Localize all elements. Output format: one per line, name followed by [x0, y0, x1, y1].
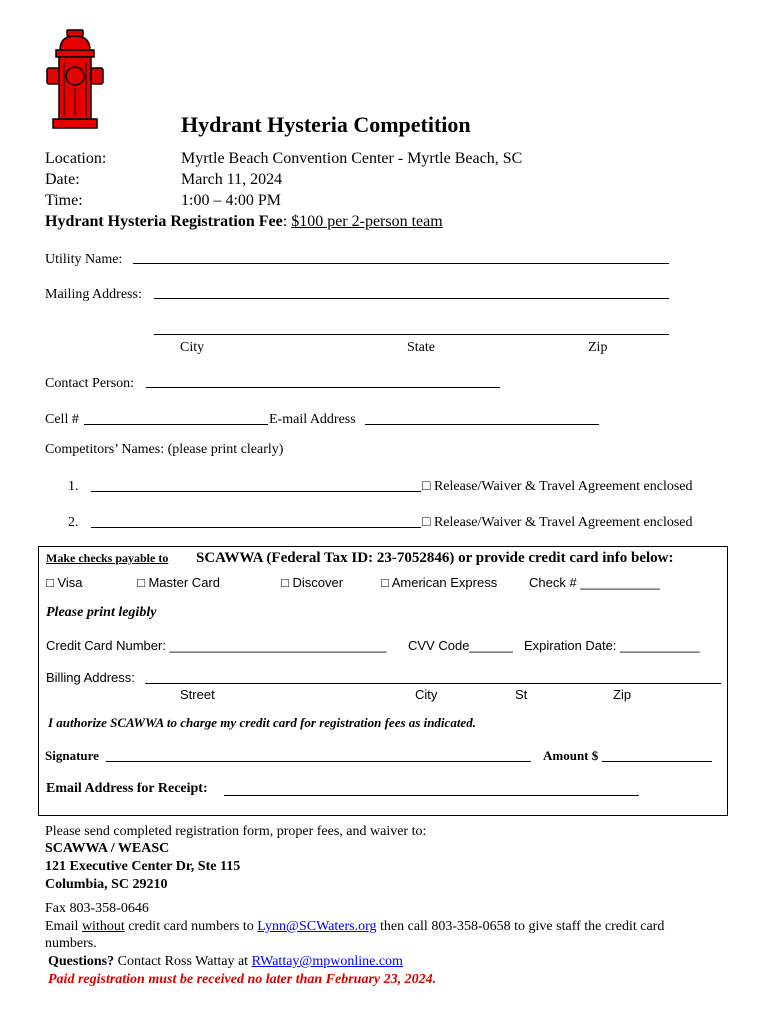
city-label: City — [180, 340, 205, 355]
receipt-email-field[interactable] — [224, 782, 639, 796]
mastercard-checkbox[interactable]: □ Master Card — [137, 575, 220, 590]
credit-card-number-field[interactable]: Credit Card Number: ______________________________ — [46, 638, 387, 653]
checks-payable-label: Make checks payable to — [46, 551, 169, 565]
questions-text: Contact Ross Wattay at — [114, 954, 252, 969]
questions-line — [48, 954, 403, 970]
page-title: Hydrant Hysteria Competition — [181, 112, 471, 137]
print-legibly-note: Please print legibly — [46, 605, 157, 620]
billing-address-label: Billing Address: — [46, 670, 135, 685]
email-field[interactable] — [365, 412, 599, 425]
fee-colon: : — [282, 213, 288, 230]
amount-field[interactable] — [602, 749, 712, 762]
lynn-email-link[interactable]: Lynn@SCWaters.org — [257, 919, 377, 934]
mail-address-line-3: Columbia, SC 29210 — [45, 877, 168, 892]
email-instructions-cont: numbers. — [45, 936, 97, 951]
fax-number: Fax 803-358-0646 — [45, 901, 149, 916]
receipt-email-label: Email Address for Receipt: — [46, 781, 208, 796]
utility-name-label: Utility Name: — [45, 252, 123, 267]
email-pre: Email — [45, 919, 82, 934]
date-value: March 11, 2024 — [181, 171, 283, 188]
fire-hydrant-icon — [44, 28, 106, 132]
state-label: State — [407, 340, 435, 355]
payee-text: SCAWWA (Federal Tax ID: 23-7052846) or provide credit card info below: — [196, 550, 674, 566]
email-instructions — [45, 919, 664, 935]
questions-label: Questions? — [48, 954, 115, 969]
mail-address-line-2: 121 Executive Center Dr, Ste 115 — [45, 859, 241, 874]
cvv-field[interactable]: CVV Code______ — [408, 638, 513, 653]
competitor-1-waiver-checkbox[interactable]: □ Release/Waiver & Travel Agreement enclosed — [422, 479, 693, 494]
email-without: without — [81, 919, 125, 934]
deadline-notice: Paid registration must be received no later than February 23, 2024. — [48, 972, 437, 987]
signature-field[interactable] — [106, 749, 531, 762]
expiration-date-field[interactable]: Expiration Date: ___________ — [524, 638, 700, 653]
authorization-text: I authorize SCAWWA to charge my credit card for registration fees as indicated. — [48, 715, 476, 730]
cell-label: Cell # — [45, 412, 79, 427]
city-state-zip-field[interactable] — [154, 322, 669, 335]
cell-field[interactable] — [84, 412, 268, 425]
billing-street-label: Street — [180, 687, 215, 702]
utility-name-field[interactable] — [133, 252, 669, 264]
signature-label: Signature — [45, 748, 99, 763]
zip-label: Zip — [588, 340, 608, 355]
competitor-1-field[interactable] — [91, 479, 421, 492]
visa-checkbox[interactable]: □ Visa — [46, 575, 83, 590]
location-value: Myrtle Beach Convention Center - Myrtle Beach, SC — [181, 150, 523, 167]
fee-value: $100 per 2-person team — [291, 213, 443, 230]
fee-line — [45, 213, 443, 231]
billing-zip-label: Zip — [613, 687, 632, 702]
email-post: then call 803-358-0658 to give staff the credit card — [376, 919, 665, 934]
competitor-2-field[interactable] — [91, 515, 421, 528]
date-label: Date: — [45, 171, 80, 188]
competitor-2-number: 2. — [68, 515, 79, 530]
time-label: Time: — [45, 192, 83, 209]
amount-label: Amount $ — [543, 748, 599, 763]
american-express-checkbox[interactable]: □ American Express — [381, 575, 498, 590]
mail-address-line-1: SCAWWA / WEASC — [45, 841, 170, 856]
fee-label: Hydrant Hysteria Registration Fee — [45, 213, 283, 230]
mailing-address-label: Mailing Address: — [45, 287, 142, 302]
contact-person-label: Contact Person: — [45, 376, 135, 391]
mailing-address-field[interactable] — [154, 287, 669, 299]
competitor-1-number: 1. — [68, 479, 79, 494]
competitor-2-waiver-checkbox[interactable]: □ Release/Waiver & Travel Agreement enclosed — [422, 515, 693, 530]
ross-email-link[interactable]: RWattay@mpwonline.com — [251, 954, 403, 969]
billing-st-label: St — [515, 687, 528, 702]
time-value: 1:00 – 4:00 PM — [181, 192, 282, 209]
billing-city-label: City — [415, 687, 438, 702]
location-label: Location: — [45, 150, 107, 167]
discover-checkbox[interactable]: □ Discover — [281, 575, 344, 590]
contact-person-field[interactable] — [146, 376, 500, 388]
billing-address-field[interactable] — [145, 671, 721, 684]
email-label: E-mail Address — [269, 412, 356, 427]
email-mid: credit card numbers to — [124, 919, 258, 934]
send-instructions: Please send completed registration form, proper fees, and waiver to: — [45, 824, 427, 839]
competitors-label: Competitors’ Names: (please print clearly) — [45, 442, 284, 457]
check-number-field[interactable]: Check # ___________ — [529, 575, 660, 590]
